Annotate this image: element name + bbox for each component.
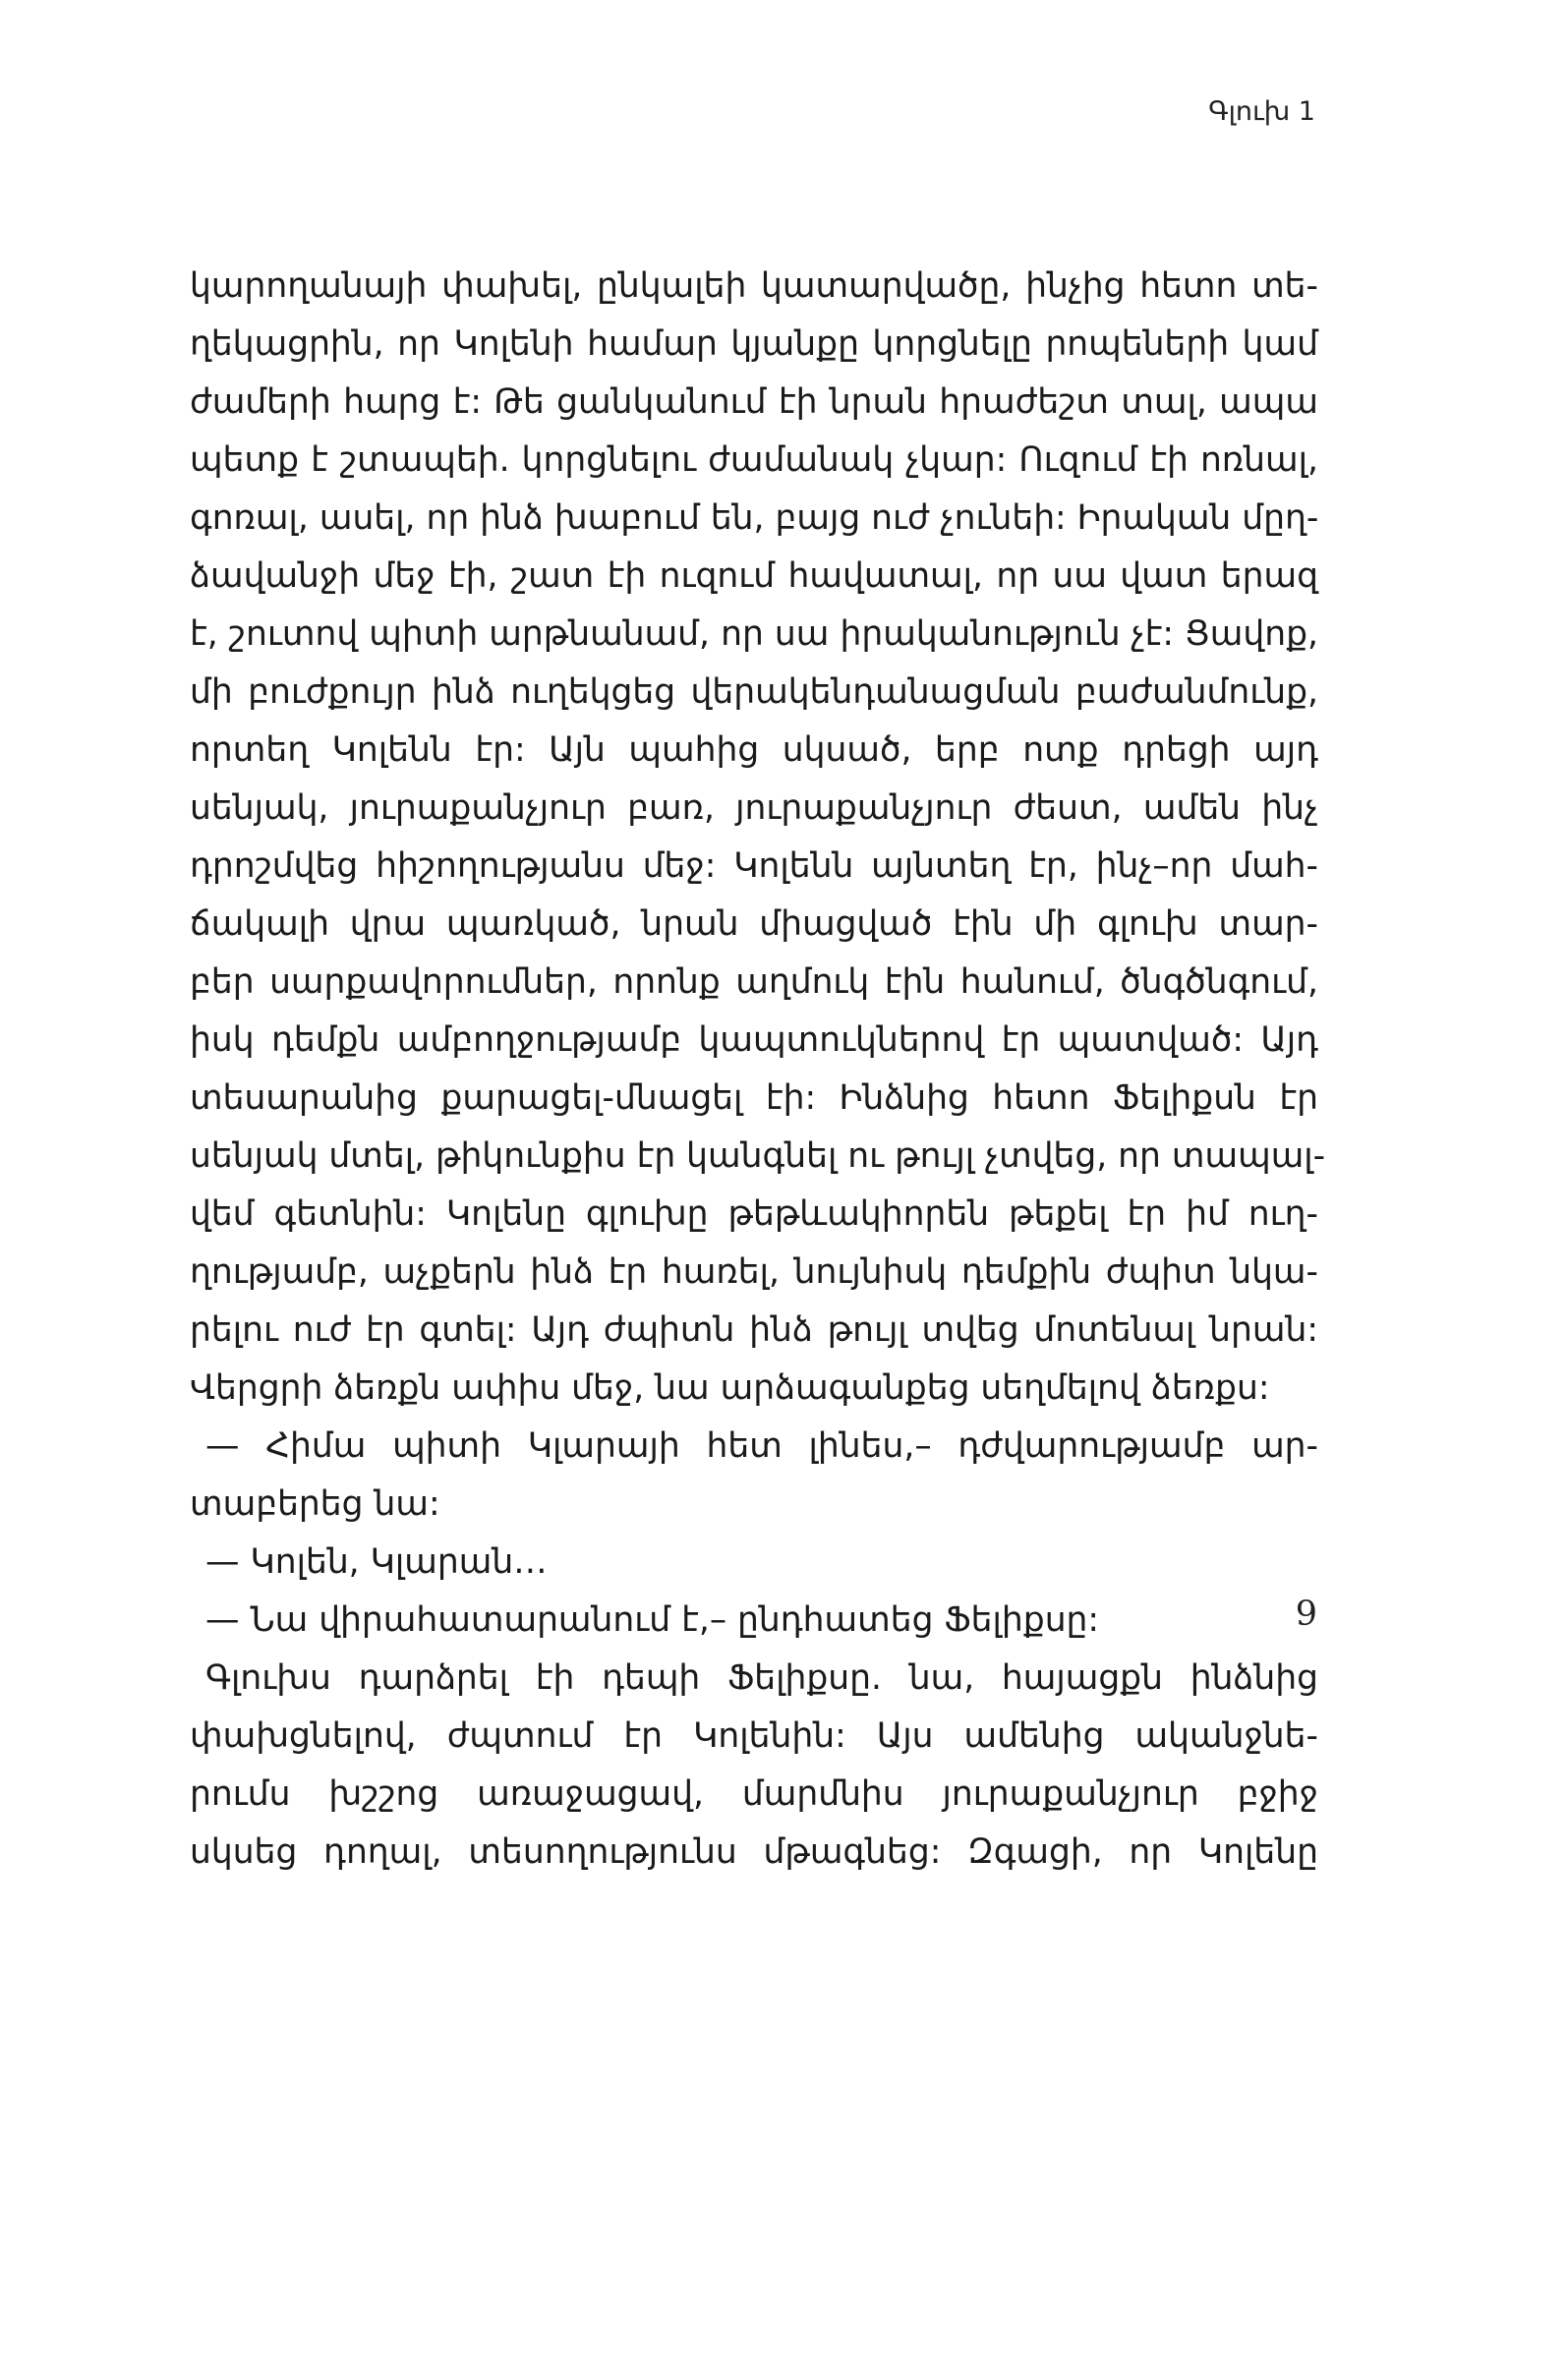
text-line: ղեկացրին, որ Կոլենի համար կյանքը կորցնելը րոպեների կամ	[190, 324, 1318, 364]
running-header: Գլուխ 1	[1208, 96, 1315, 127]
text-line: տաբերեց նա:	[190, 1484, 440, 1524]
text-line: որտեղ Կոլենն էր: Այն պահից սկսած, երբ ոտք դրեցի այդ	[190, 730, 1318, 770]
text-line: սկսեց դողալ, տեսողությունս մթագնեց: Զգացի, որ Կոլենը	[190, 1832, 1318, 1872]
text-line: իսկ դեմքն ամբողջությամբ կապտուկներով էր պատված: Այդ	[190, 1020, 1318, 1060]
text-line: մի բուժքույր ինձ ուղեկցեց վերակենդանացման բաժանմունք,	[190, 672, 1318, 712]
text-line: փախցնելով, ժպտում էր Կոլենին: Այս ամենից ականջնե-	[190, 1716, 1318, 1756]
text-line: ժամերի հարց է: Թե ցանկանում էի նրան հրաժեշտ տալ, ապա	[190, 382, 1318, 422]
text-line: ղությամբ, աչքերն ինձ էր հառել, նույնիսկ դեմքին ժպիտ նկա-	[190, 1252, 1318, 1292]
body-text	[190, 258, 1326, 1882]
text-line: ճակալի վրա պառկած, նրան միացված էին մի գլուխ տար-	[190, 904, 1318, 944]
text-line: բեր սարքավորումներ, որոնք աղմուկ էին հանում, ծնգծնգում,	[190, 962, 1318, 1002]
text-line: րելու ուժ էր գտել: Այդ ժպիտն ինձ թույլ տվեց մոտենալ նրան:	[190, 1310, 1318, 1350]
text-line: գոռալ, ասել, որ ինձ խաբում են, բայց ուժ չունեի: Իրական մըղ-	[190, 498, 1319, 538]
text-line: տեսարանից քարացել-մնացել էի: Ինձնից հետո Ֆելիքսն էր	[190, 1078, 1318, 1118]
page-number: 9	[1295, 1595, 1317, 1634]
text-line: է, շուտով պիտի արթնանամ, որ սա իրականություն չէ: Ցավոք,	[190, 614, 1318, 654]
text-line: — Հիմա պիտի Կլարայի հետ լինես,– դժվարությամբ ար-	[205, 1426, 1318, 1466]
text-line: Գլուխս դարձրել էի դեպի Ֆելիքսը. նա, հայացքն ինձնից	[205, 1658, 1318, 1698]
text-line: պետք է շտապեի. կորցնելու ժամանակ չկար: Ուզում էի ոռնալ,	[190, 440, 1318, 480]
text-line: Վերցրի ձեռքն ափիս մեջ, նա արձագանքեց սեղմելով ձեռքս:	[190, 1368, 1270, 1408]
text-line: — Նա վիրահատարանում է,– ընդհատեց Ֆելիքսը:	[205, 1600, 1100, 1640]
text-line: վեմ գետնին: Կոլենը գլուխը թեթևակիորեն թեքել էր իմ ուղ-	[190, 1194, 1318, 1234]
text-line: — Կոլեն, Կլարան…	[205, 1542, 548, 1582]
text-line: րումս խշշոց առաջացավ, մարմնիս յուրաքանչյուր բջիջ	[190, 1774, 1318, 1814]
text-line: ձավանջի մեջ էի, շատ էի ուզում հավատալ, որ սա վատ երազ	[190, 556, 1318, 596]
text-line: դրոշմվեց հիշողությանս մեջ: Կոլենն այնտեղ էր, ինչ–որ մահ-	[190, 846, 1318, 886]
text-line: կարողանայի փախել, ընկալեի կատարվածը, ինչից հետո տե-	[190, 266, 1318, 306]
text-line: սենյակ, յուրաքանչյուր բառ, յուրաքանչյուր ժեստ, ամեն ինչ	[190, 788, 1318, 828]
text-line: սենյակ մտել, թիկունքիս էր կանգնել ու թույլ չտվեց, որ տապալ-	[190, 1136, 1326, 1176]
